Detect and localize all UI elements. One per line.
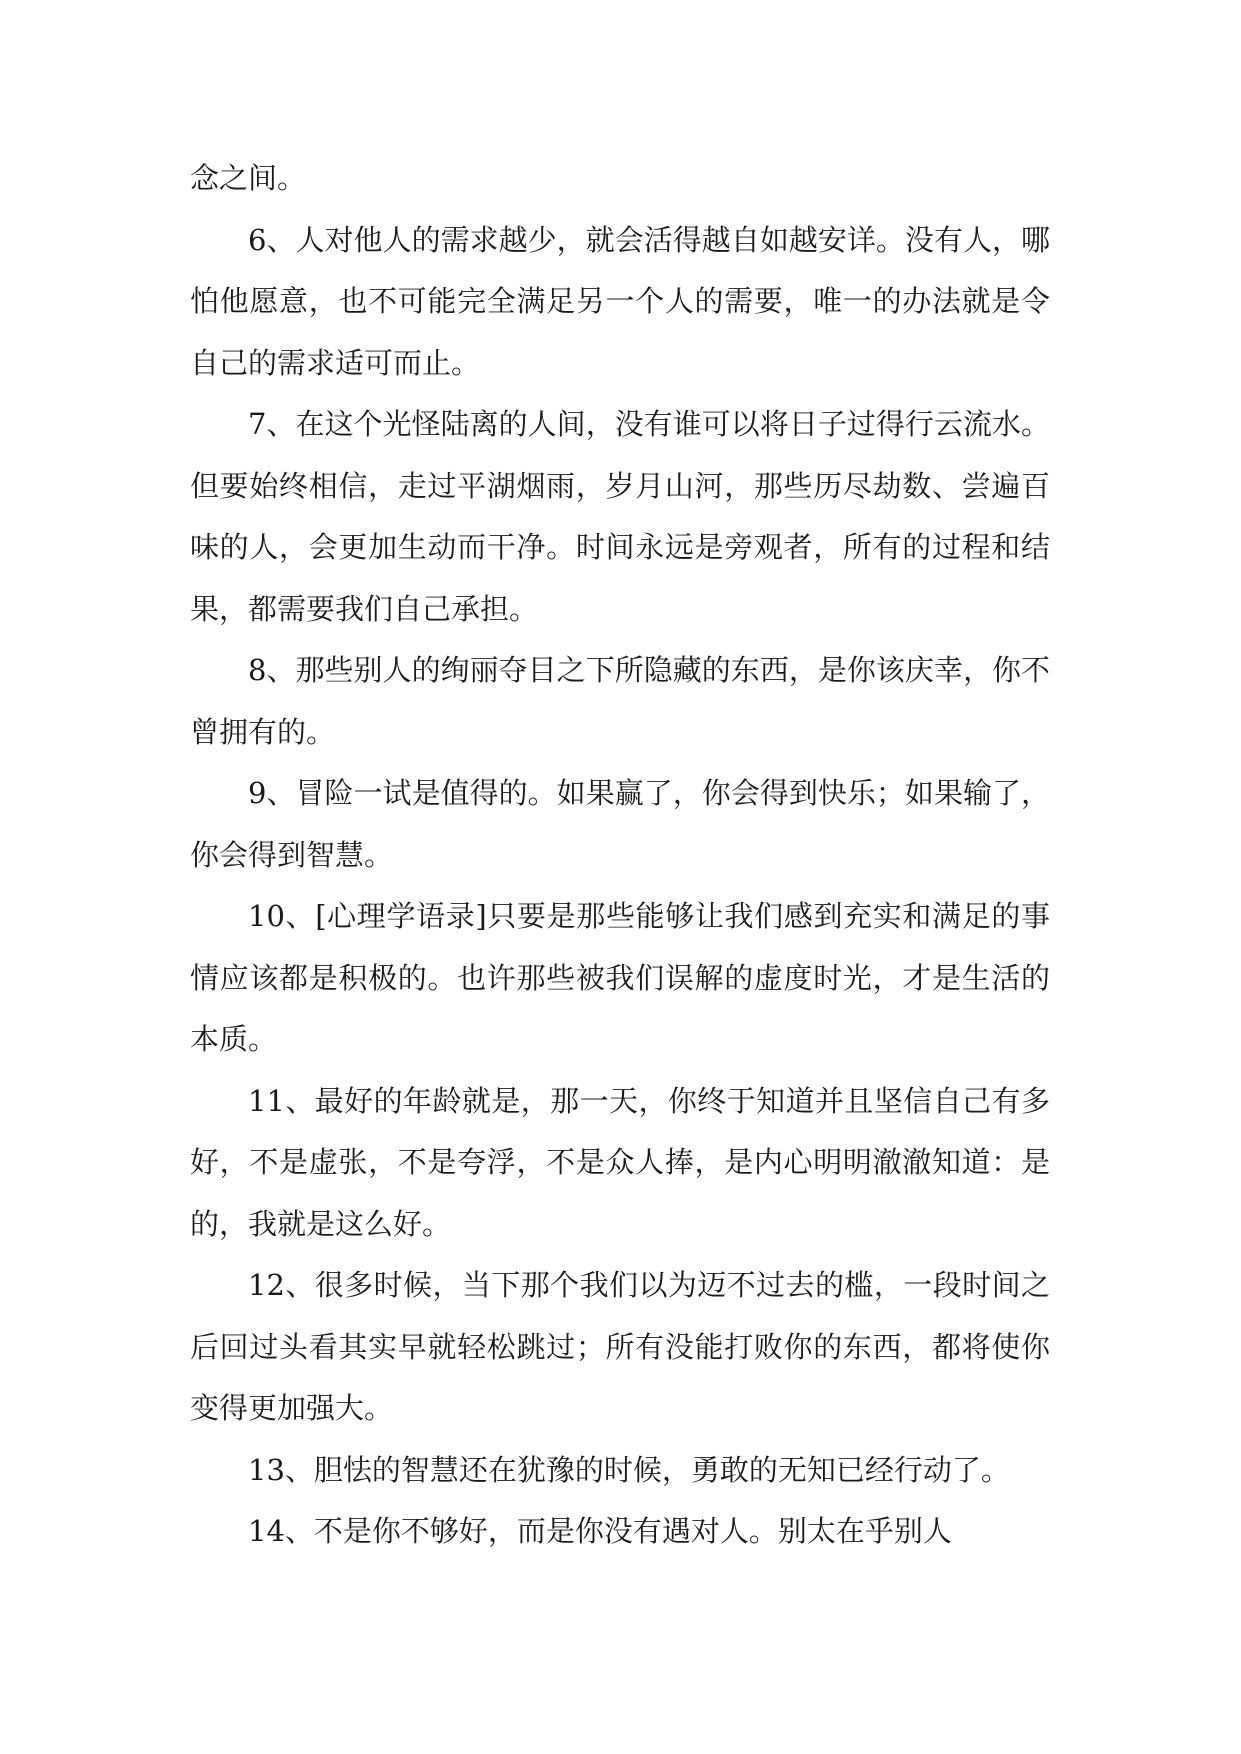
paragraph-14: 14、不是你不够好，而是你没有遇对人。别太在乎别人 [248, 1514, 952, 1548]
paragraph-8: 8、那些别人的绚丽夺目之下所隐藏的东西，是你该庆幸，你不曾拥有的。 [190, 653, 1050, 749]
paragraph-6: 6、人对他人的需求越少，就会活得越自如越安详。没有人，哪怕他愿意，也不可能完全满足另一个人的需要，唯一的办法就是令自己的需求适可而止。 [190, 222, 1050, 380]
paragraph-11: 11、最好的年龄就是，那一天，你终于知道并且坚信自己有多好，不是虚张，不是夸浮，不是众人捧，是内心明明澈澈知道：是的，我就是这么好。 [190, 1083, 1050, 1241]
paragraph-12: 12、很多时候，当下那个我们以为迈不过去的槛，一段时间之后回过头看其实早就轻松跳过；所有没能打败你的东西，都将使你变得更加强大。 [190, 1268, 1050, 1425]
paragraph-continuation: 念之间。 [190, 161, 307, 195]
paragraph-7: 7、在这个光怪陆离的人间，没有谁可以将日子过得行云流水。但要始终相信，走过平湖烟雨，岁月山河，那些历尽劫数、尝遍百味的人，会更加生动而干净。时间永远是旁观者，所有的过程和结果，都需要我们自己承担。 [190, 407, 1050, 626]
document-body [190, 148, 1050, 1563]
paragraph-9: 9、冒险一试是值得的。如果赢了，你会得到快乐；如果输了，你会得到智慧。 [190, 776, 1050, 872]
paragraph-13: 13、胆怯的智慧还在犹豫的时候，勇敢的无知已经行动了。 [248, 1452, 1010, 1487]
paragraph-10: 10、[心理学语录]只要是那些能够让我们感到充实和满足的事情应该都是积极的。也许那些被我们误解的虚度时光，才是生活的本质。 [190, 899, 1050, 1056]
